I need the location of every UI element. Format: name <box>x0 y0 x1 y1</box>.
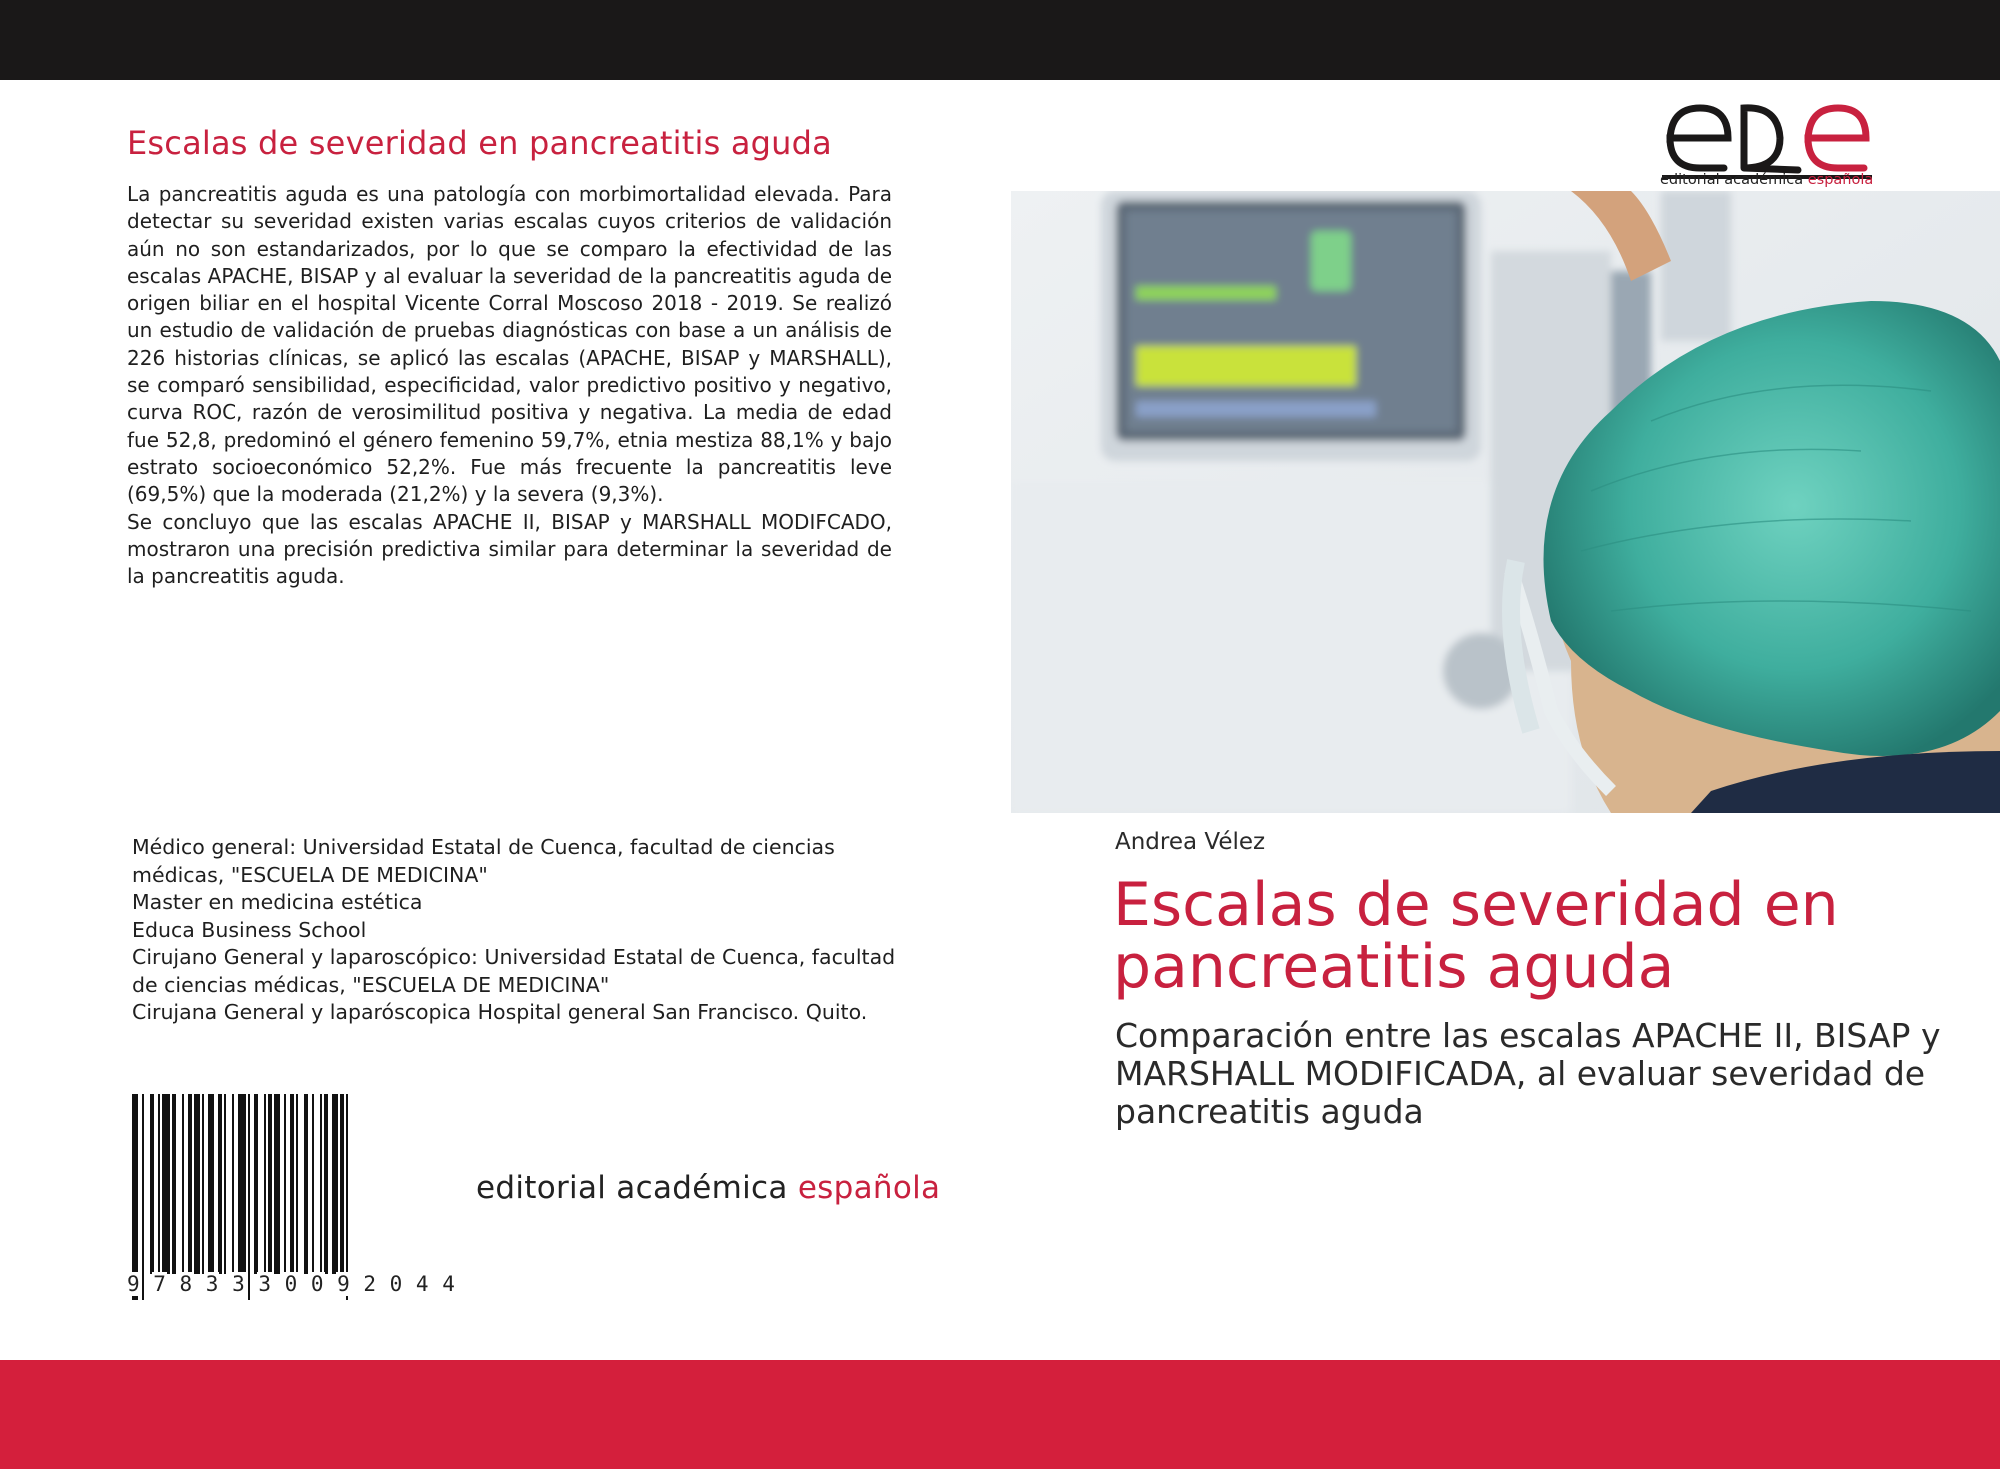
barcode-bar <box>264 1094 266 1274</box>
barcode-bar <box>284 1094 286 1274</box>
barcode-bar <box>290 1094 294 1274</box>
bio-line: Cirujana General y laparóscopica Hospital general San Francisco. Quito. <box>132 1000 868 1024</box>
abstract-paragraph-2: Se concluyo que las escalas APACHE II, BISAP y MARSHALL MODIFCADO, mostraron una precisión predictiva similar para determinar la severidad de la pancreatitis aguda. <box>127 509 892 589</box>
isbn-digit: 4 <box>415 1272 429 1296</box>
author-name: Andrea Vélez <box>1115 829 1266 855</box>
isbn-digits <box>126 1272 456 1296</box>
isbn-digit: 0 <box>389 1272 403 1296</box>
barcode-bar <box>218 1094 222 1274</box>
logo-main-text: editorial académica <box>1660 172 1804 188</box>
barcode-bar <box>194 1094 200 1274</box>
barcode-bar <box>208 1094 214 1274</box>
barcode-bar <box>158 1094 160 1274</box>
isbn-digit: 0 <box>310 1272 324 1296</box>
barcode-bar <box>296 1094 298 1274</box>
barcode-bar <box>248 1094 250 1300</box>
barcode-bar <box>172 1094 176 1274</box>
barcode-bar <box>238 1094 246 1274</box>
isbn-digit: 3 <box>258 1272 271 1296</box>
barcode-bar <box>162 1094 170 1274</box>
isbn-digit: 3 <box>205 1272 219 1296</box>
isbn-digit: 9 <box>337 1272 350 1296</box>
barcode-bar <box>254 1094 258 1274</box>
front-cover-title: Escalas de severidad en pancreatitis aguda <box>1113 870 1839 1002</box>
abstract-paragraph-1: La pancreatitis aguda es una patología con morbimortalidad elevada. Para detectar su severidad existen varias escalas cuyos criterios de validación aún no son estandarizados, por lo que se comparo la efectividad de las escalas APACHE, BISAP y al evaluar la severidad de la pancreatitis aguda de origen biliar en el hospital Vicente Corral Moscoso 2018 - 2019. Se realizó un estudio de validación de pruebas diagnósticas con base a un análisis de 226 historias clínicas, se aplicó las escalas (APACHE, BISAP y MARSHALL), se comparó sensibilidad, especificidad, valor predictivo positivo y negativo, curva ROC, razón de verosimilitud positiva y negativa. La media de edad fue 52,8, predominó el género femenino 59,7%, etnia mestiza 88,1% y bajo estrato socioeconómico 52,2%. Fue más frecuente la pancreatitis leve (69,5%) que la moderada (21,2%) y la severa (9,3%). <box>127 182 892 507</box>
barcode-bar <box>224 1094 226 1274</box>
isbn-barcode <box>128 1094 460 1300</box>
barcode-bar <box>346 1094 348 1300</box>
back-cover-abstract <box>127 181 892 590</box>
barcode-bar <box>150 1094 154 1274</box>
isbn-digit: 9 <box>127 1272 140 1296</box>
barcode-bar <box>320 1094 322 1274</box>
barcode-bar <box>268 1094 272 1274</box>
barcode-bar <box>202 1094 204 1274</box>
logo-caption <box>1660 172 1873 188</box>
isbn-digit: 7 <box>153 1272 166 1296</box>
publisher-main-text: editorial académica <box>476 1170 788 1206</box>
bottom-band <box>0 1360 2000 1469</box>
barcode-bar <box>340 1094 344 1274</box>
top-band <box>0 0 2000 80</box>
author-bio <box>132 834 912 1027</box>
bio-line: Cirujano General y laparoscópico: Universidad Estatal de Cuenca, facultad de ciencias médicas, "ESCUELA DE MEDICINA" <box>132 945 896 997</box>
publisher-accent-text: española <box>797 1170 941 1206</box>
cover-photo <box>1011 191 2000 813</box>
barcode-bar <box>304 1094 308 1274</box>
barcode-bar <box>332 1094 338 1274</box>
barcode-bar <box>312 1094 314 1274</box>
front-cover-subtitle: Comparación entre las escalas APACHE II, BISAP y MARSHALL MODIFICADA, al evaluar severidad de pancreatitis aguda <box>1115 1016 1941 1131</box>
barcode-bar <box>132 1094 138 1300</box>
isbn-digit: 2 <box>363 1272 377 1296</box>
back-cover-title: Escalas de severidad en pancreatitis aguda <box>127 124 832 162</box>
barcode-bar <box>324 1094 328 1274</box>
barcode-bar <box>232 1094 234 1274</box>
isbn-digit: 0 <box>284 1272 298 1296</box>
barcode-bar <box>182 1094 184 1274</box>
barcode-publisher-name <box>476 1170 940 1206</box>
isbn-digit: 8 <box>179 1272 193 1296</box>
bio-line: Master en medicina estética <box>132 890 423 914</box>
isbn-digit: 3 <box>232 1272 245 1296</box>
bio-line: Educa Business School <box>132 917 367 942</box>
barcode-bar <box>274 1094 280 1274</box>
barcode-bar <box>188 1094 192 1274</box>
isbn-digit: 4 <box>442 1272 455 1296</box>
barcode-bar <box>142 1094 144 1300</box>
logo-accent-text: española <box>1807 172 1874 188</box>
bio-line: Médico general: Universidad Estatal de Cuenca, facultad de ciencias médicas, "ESCUELA DE MEDICINA" <box>132 835 835 887</box>
